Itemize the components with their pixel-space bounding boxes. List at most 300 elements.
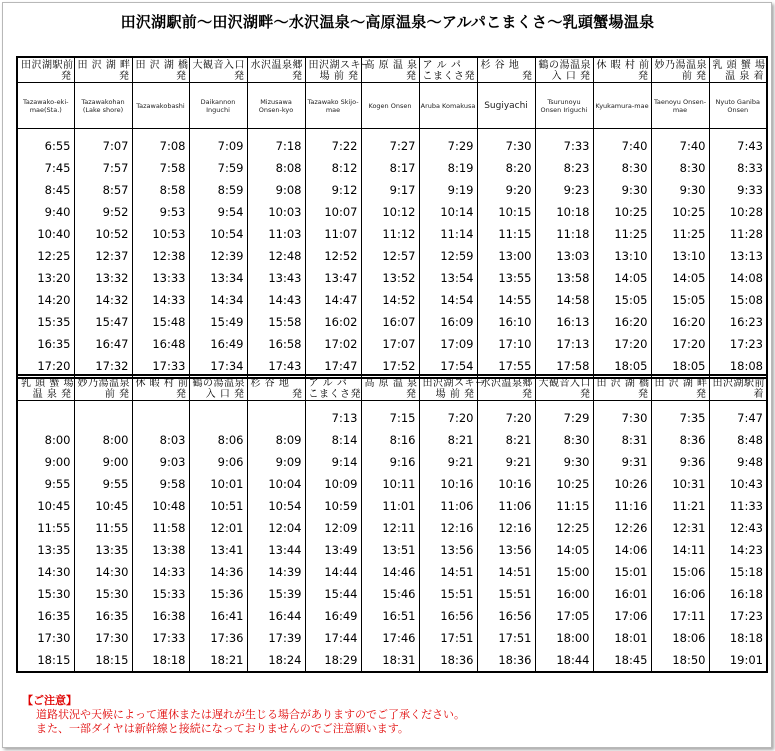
time-cell: 13:00 [477, 245, 535, 267]
station-action: 発 [638, 389, 649, 400]
station-header [74, 375, 132, 401]
time-cell: 14:08 [709, 267, 767, 289]
time-cell: 8:58 [132, 179, 189, 201]
table-row [17, 495, 767, 517]
time-cell: 9:08 [247, 179, 305, 201]
time-cell: 7:33 [535, 129, 593, 158]
station-header [535, 375, 593, 401]
time-cell: 17:20 [651, 333, 709, 355]
time-cell: 15:46 [361, 583, 419, 605]
time-cell: 14:34 [189, 289, 247, 311]
time-cell: 9:12 [305, 179, 361, 201]
time-cell: 7:08 [132, 129, 189, 158]
time-cell: 17:34 [189, 355, 247, 378]
time-cell: 15:39 [247, 583, 305, 605]
time-cell: 12:16 [477, 517, 535, 539]
time-cell: 14:52 [361, 289, 419, 311]
time-cell: 9:53 [132, 201, 189, 223]
station-action: 発 [406, 389, 417, 400]
time-cell: 8:59 [189, 179, 247, 201]
time-cell: 15:30 [74, 583, 132, 605]
time-cell: 17:33 [132, 627, 189, 649]
station-name: 田 沢 湖 畔 [654, 378, 708, 389]
time-cell: 7:30 [477, 129, 535, 158]
time-cell: 9:14 [305, 451, 361, 473]
time-cell: 16:56 [477, 605, 535, 627]
time-cell: 15:30 [17, 583, 74, 605]
table-row [17, 289, 767, 311]
time-cell: 10:25 [593, 201, 651, 223]
station-romaji: Tazawakobashi [132, 83, 189, 129]
time-cell: 12:37 [74, 245, 132, 267]
time-cell: 13:55 [477, 267, 535, 289]
time-cell: 17:13 [535, 333, 593, 355]
time-cell: 10:45 [17, 495, 74, 517]
time-cell: 7:40 [651, 129, 709, 158]
station-name: 大観音入口 [538, 378, 591, 389]
time-cell: 17:33 [132, 355, 189, 378]
time-cell: 15:47 [74, 311, 132, 333]
time-cell: 11:12 [361, 223, 419, 245]
station-action: 発 [580, 389, 591, 400]
station-action: 入 口 発 [205, 389, 245, 400]
station-romaji: Daikannon Inguchi [189, 83, 247, 129]
time-cell: 11:25 [651, 223, 709, 245]
station-action: 前 発 [681, 71, 707, 82]
station-header [247, 57, 305, 83]
station-name: 田沢湖スキー [422, 378, 486, 389]
time-cell: 16:49 [305, 605, 361, 627]
station-header [535, 57, 593, 83]
time-cell: 14:39 [247, 561, 305, 583]
time-cell: 13:49 [305, 539, 361, 561]
station-name: 休 暇 村 前 [596, 60, 650, 71]
time-cell: 11:07 [305, 223, 361, 245]
table-row [17, 605, 767, 627]
time-cell: 11:03 [247, 223, 305, 245]
time-cell: 8:30 [593, 157, 651, 179]
time-cell: 12:39 [189, 245, 247, 267]
time-cell: 13:13 [709, 245, 767, 267]
notice-line: また、一部ダイヤは新幹線と接続になっておりませんのでご注意願います。 [36, 722, 409, 735]
time-cell: 10:31 [651, 473, 709, 495]
station-header [361, 57, 419, 83]
time-cell: 13:35 [17, 539, 74, 561]
station-romaji: Tsurunoyu Onsen Iriguchi [535, 83, 593, 129]
station-header [17, 375, 74, 401]
time-cell: 11:18 [535, 223, 593, 245]
time-cell: 9:30 [651, 179, 709, 201]
station-header [651, 57, 709, 83]
time-cell: 10:16 [477, 473, 535, 495]
time-cell: 14:20 [17, 289, 74, 311]
time-cell: 12:38 [132, 245, 189, 267]
time-cell: 9:23 [535, 179, 593, 201]
time-cell: 16:47 [74, 333, 132, 355]
time-cell: 7:13 [305, 401, 361, 430]
time-cell: 8:21 [419, 429, 477, 451]
time-cell: 10:28 [709, 201, 767, 223]
station-name: 妙乃湯温泉 [77, 378, 130, 389]
time-cell: 17:32 [74, 355, 132, 378]
time-cell: 16:38 [132, 605, 189, 627]
time-cell: 17:54 [419, 355, 477, 378]
romaji-row [17, 83, 767, 129]
time-cell: 7:47 [709, 401, 767, 430]
station-romaji: Tazawako Skijo-mae [305, 83, 361, 129]
time-cell: 18:44 [535, 649, 593, 672]
station-action: 発 [119, 71, 130, 82]
time-cell: 11:55 [17, 517, 74, 539]
station-action: 前 発 [104, 389, 130, 400]
time-cell: 13:56 [419, 539, 477, 561]
station-name: 妙乃湯温泉 [654, 60, 707, 71]
time-cell: 13:10 [593, 245, 651, 267]
time-cell: 13:38 [132, 539, 189, 561]
station-name: 休 暇 村 前 [135, 378, 189, 389]
time-cell: 8:20 [477, 157, 535, 179]
time-cell: 11:28 [709, 223, 767, 245]
time-cell: 14:06 [593, 539, 651, 561]
time-cell: 13:54 [419, 267, 477, 289]
station-romaji: Tazawakohan (Lake shore) [74, 83, 132, 129]
time-cell: 14:30 [17, 561, 74, 583]
time-cell: 14:30 [74, 561, 132, 583]
time-cell: 15:48 [132, 311, 189, 333]
time-cell: 10:43 [709, 473, 767, 495]
table-row [17, 583, 767, 605]
time-cell: 13:43 [247, 267, 305, 289]
station-name: 杉 谷 地 [250, 378, 290, 389]
time-cell: 8:33 [709, 157, 767, 179]
time-cell: 13:56 [477, 539, 535, 561]
time-cell: 14:33 [132, 561, 189, 583]
time-cell: 8:17 [361, 157, 419, 179]
time-cell: 14:05 [593, 267, 651, 289]
time-cell: 18:31 [361, 649, 419, 672]
time-cell: 18:18 [132, 649, 189, 672]
time-cell: 16:41 [189, 605, 247, 627]
time-cell: 11:15 [477, 223, 535, 245]
time-cell: 7:40 [593, 129, 651, 158]
time-cell: 17:23 [709, 605, 767, 627]
time-cell: 16:35 [17, 333, 74, 355]
station-romaji: Kogen Onsen [361, 83, 419, 129]
time-cell: 10:53 [132, 223, 189, 245]
table-row [17, 561, 767, 583]
station-name: 田 沢 湖 畔 [77, 60, 131, 71]
time-cell: 12:43 [709, 517, 767, 539]
time-cell: 10:26 [593, 473, 651, 495]
time-cell: 10:12 [361, 201, 419, 223]
station-action: 発 [522, 389, 533, 400]
time-cell: 15:33 [132, 583, 189, 605]
time-cell: 11:21 [651, 495, 709, 517]
time-cell: 7:27 [361, 129, 419, 158]
time-cell: 15:06 [651, 561, 709, 583]
time-cell: 17:10 [477, 333, 535, 355]
time-cell: 15:44 [305, 583, 361, 605]
table-row [17, 451, 767, 473]
time-cell: 17:47 [305, 355, 361, 378]
time-cell: 14:05 [651, 267, 709, 289]
time-cell: 18:36 [477, 649, 535, 672]
time-cell: 16:51 [361, 605, 419, 627]
notice [22, 694, 465, 736]
time-cell: 8:16 [361, 429, 419, 451]
time-cell: 12:31 [651, 517, 709, 539]
time-cell: 18:29 [305, 649, 361, 672]
station-name: 高 原 温 泉 [364, 378, 418, 389]
station-name: ア ル パ [422, 60, 462, 71]
time-cell: 9:36 [651, 451, 709, 473]
time-cell: 17:20 [593, 333, 651, 355]
station-action: 発 [292, 71, 303, 82]
station-header [709, 57, 767, 83]
time-cell: 18:05 [651, 355, 709, 378]
time-cell: 15:36 [189, 583, 247, 605]
time-cell: 8:00 [74, 429, 132, 451]
time-cell: 8:31 [593, 429, 651, 451]
time-cell: 16:35 [74, 605, 132, 627]
time-cell: 7:30 [593, 401, 651, 430]
time-cell: 11:14 [419, 223, 477, 245]
time-cell: 13:51 [361, 539, 419, 561]
time-cell: 17:58 [535, 355, 593, 378]
time-cell: 17:30 [17, 627, 74, 649]
time-cell: 12:09 [305, 517, 361, 539]
station-name: 鶴の湯温泉 [192, 378, 245, 389]
time-cell: 10:54 [247, 495, 305, 517]
table-row [17, 179, 767, 201]
station-action: 発 [234, 71, 245, 82]
time-cell [17, 401, 74, 430]
time-cell: 18:50 [651, 649, 709, 672]
time-cell: 15:01 [593, 561, 651, 583]
time-cell: 14:11 [651, 539, 709, 561]
time-cell: 18:18 [709, 627, 767, 649]
time-cell: 9:19 [419, 179, 477, 201]
time-cell: 8:19 [419, 157, 477, 179]
time-cell: 6:55 [17, 129, 74, 158]
time-cell [247, 401, 305, 430]
time-cell: 18:21 [189, 649, 247, 672]
time-cell: 10:59 [305, 495, 361, 517]
time-cell: 15:00 [535, 561, 593, 583]
time-cell: 7:20 [477, 401, 535, 430]
station-action: 発 [696, 389, 707, 400]
time-cell: 17:02 [305, 333, 361, 355]
time-cell: 17:39 [247, 627, 305, 649]
table-row [17, 401, 767, 430]
time-cell: 16:02 [305, 311, 361, 333]
station-header [709, 375, 767, 401]
time-cell: 9:55 [74, 473, 132, 495]
time-cell: 14:05 [535, 539, 593, 561]
table-row [17, 473, 767, 495]
time-cell: 18:00 [535, 627, 593, 649]
time-cell [132, 401, 189, 430]
station-header [17, 57, 74, 83]
time-cell: 8:36 [651, 429, 709, 451]
time-cell: 9:33 [709, 179, 767, 201]
station-name: 高 原 温 泉 [364, 60, 418, 71]
time-cell: 14:44 [305, 561, 361, 583]
time-cell: 14:33 [132, 289, 189, 311]
time-cell: 10:01 [189, 473, 247, 495]
station-name: 田沢湖スキー [308, 60, 372, 71]
time-cell: 15:08 [709, 289, 767, 311]
table-row [17, 311, 767, 333]
time-cell: 7:07 [74, 129, 132, 158]
station-name: ア ル パ [308, 378, 348, 389]
time-cell: 18:24 [247, 649, 305, 672]
time-cell: 16:09 [419, 311, 477, 333]
time-cell: 9:54 [189, 201, 247, 223]
time-cell: 11:06 [477, 495, 535, 517]
time-cell: 17:55 [477, 355, 535, 378]
time-cell: 18:01 [593, 627, 651, 649]
time-cell: 17:07 [361, 333, 419, 355]
table-row [17, 201, 767, 223]
station-name: 田 沢 湖 橋 [135, 60, 189, 71]
time-cell: 9:17 [361, 179, 419, 201]
station-action: 着 [753, 389, 764, 400]
time-cell: 16:00 [535, 583, 593, 605]
time-cell: 18:15 [17, 649, 74, 672]
time-cell: 7:15 [361, 401, 419, 430]
time-cell: 9:58 [132, 473, 189, 495]
station-action: こまくさ発 [308, 389, 361, 400]
time-cell: 17:36 [189, 627, 247, 649]
time-cell: 10:07 [305, 201, 361, 223]
table-row [17, 157, 767, 179]
time-cell: 15:51 [419, 583, 477, 605]
time-cell: 8:06 [189, 429, 247, 451]
time-cell: 9:31 [593, 451, 651, 473]
time-cell: 14:51 [419, 561, 477, 583]
time-cell: 17:20 [17, 355, 74, 378]
time-cell: 8:23 [535, 157, 593, 179]
time-cell: 8:12 [305, 157, 361, 179]
time-cell: 9:48 [709, 451, 767, 473]
station-header [651, 375, 709, 401]
time-cell: 16:48 [132, 333, 189, 355]
station-romaji: Nyuto Ganiba Onsen [709, 83, 767, 129]
time-cell: 7:29 [535, 401, 593, 430]
time-cell: 7:18 [247, 129, 305, 158]
table-row [17, 129, 767, 158]
time-cell: 9:21 [419, 451, 477, 473]
station-action: 発 [61, 71, 72, 82]
station-action: 入 口 発 [551, 71, 591, 82]
station-action: 温 泉 着 [725, 71, 764, 82]
time-cell: 9:30 [593, 179, 651, 201]
time-cell: 13:47 [305, 267, 361, 289]
time-cell: 8:09 [247, 429, 305, 451]
time-cell: 14:54 [419, 289, 477, 311]
station-header [477, 57, 535, 83]
time-cell: 9:00 [74, 451, 132, 473]
time-cell: 7:58 [132, 157, 189, 179]
time-cell: 10:03 [247, 201, 305, 223]
time-cell: 16:23 [709, 311, 767, 333]
time-cell: 17:23 [709, 333, 767, 355]
table-row [17, 245, 767, 267]
time-cell [74, 401, 132, 430]
time-cell: 16:13 [535, 311, 593, 333]
time-cell: 18:06 [651, 627, 709, 649]
time-cell: 8:08 [247, 157, 305, 179]
station-romaji: Mizusawa Onsen-kyo [247, 83, 305, 129]
timetable-return [16, 374, 768, 673]
station-action: 発 [638, 71, 649, 82]
time-cell: 15:35 [17, 311, 74, 333]
time-cell: 16:06 [651, 583, 709, 605]
table-row [17, 627, 767, 649]
header-row [17, 375, 767, 401]
time-cell: 10:25 [651, 201, 709, 223]
time-cell: 11:58 [132, 517, 189, 539]
time-cell: 10:51 [189, 495, 247, 517]
time-cell: 17:51 [419, 627, 477, 649]
time-cell: 8:03 [132, 429, 189, 451]
station-header [593, 57, 651, 83]
time-cell: 14:46 [361, 561, 419, 583]
station-name: 田沢湖駅前 [21, 60, 74, 71]
time-cell: 7:35 [651, 401, 709, 430]
station-name: 鶴の湯温泉 [538, 60, 591, 71]
time-cell: 9:21 [477, 451, 535, 473]
time-cell: 12:11 [361, 517, 419, 539]
time-cell: 17:52 [361, 355, 419, 378]
time-cell: 18:15 [74, 649, 132, 672]
time-cell: 17:44 [305, 627, 361, 649]
time-cell: 8:00 [17, 429, 74, 451]
table-row [17, 223, 767, 245]
station-header [189, 375, 247, 401]
station-romaji: Sugiyachi [477, 83, 535, 129]
time-cell: 11:01 [361, 495, 419, 517]
time-cell: 16:18 [709, 583, 767, 605]
notice-heading: 【ご注意】 [22, 694, 77, 707]
time-cell: 8:45 [17, 179, 74, 201]
time-cell: 14:23 [709, 539, 767, 561]
time-cell: 11:16 [593, 495, 651, 517]
time-cell: 8:30 [535, 429, 593, 451]
table-row [17, 429, 767, 451]
time-cell: 16:56 [419, 605, 477, 627]
time-cell: 14:36 [189, 561, 247, 583]
time-cell: 12:52 [305, 245, 361, 267]
time-cell: 15:05 [651, 289, 709, 311]
station-header [189, 57, 247, 83]
time-cell: 17:30 [74, 627, 132, 649]
time-cell: 9:03 [132, 451, 189, 473]
station-name: 杉 谷 地 [480, 60, 520, 71]
time-cell: 18:08 [709, 355, 767, 378]
time-cell: 14:47 [305, 289, 361, 311]
time-cell: 13:35 [74, 539, 132, 561]
time-cell: 10:15 [477, 201, 535, 223]
time-cell: 10:14 [419, 201, 477, 223]
time-cell: 17:11 [651, 605, 709, 627]
time-cell: 12:04 [247, 517, 305, 539]
time-cell: 11:06 [419, 495, 477, 517]
station-header [305, 57, 372, 83]
time-cell: 12:25 [535, 517, 593, 539]
time-cell: 16:01 [593, 583, 651, 605]
